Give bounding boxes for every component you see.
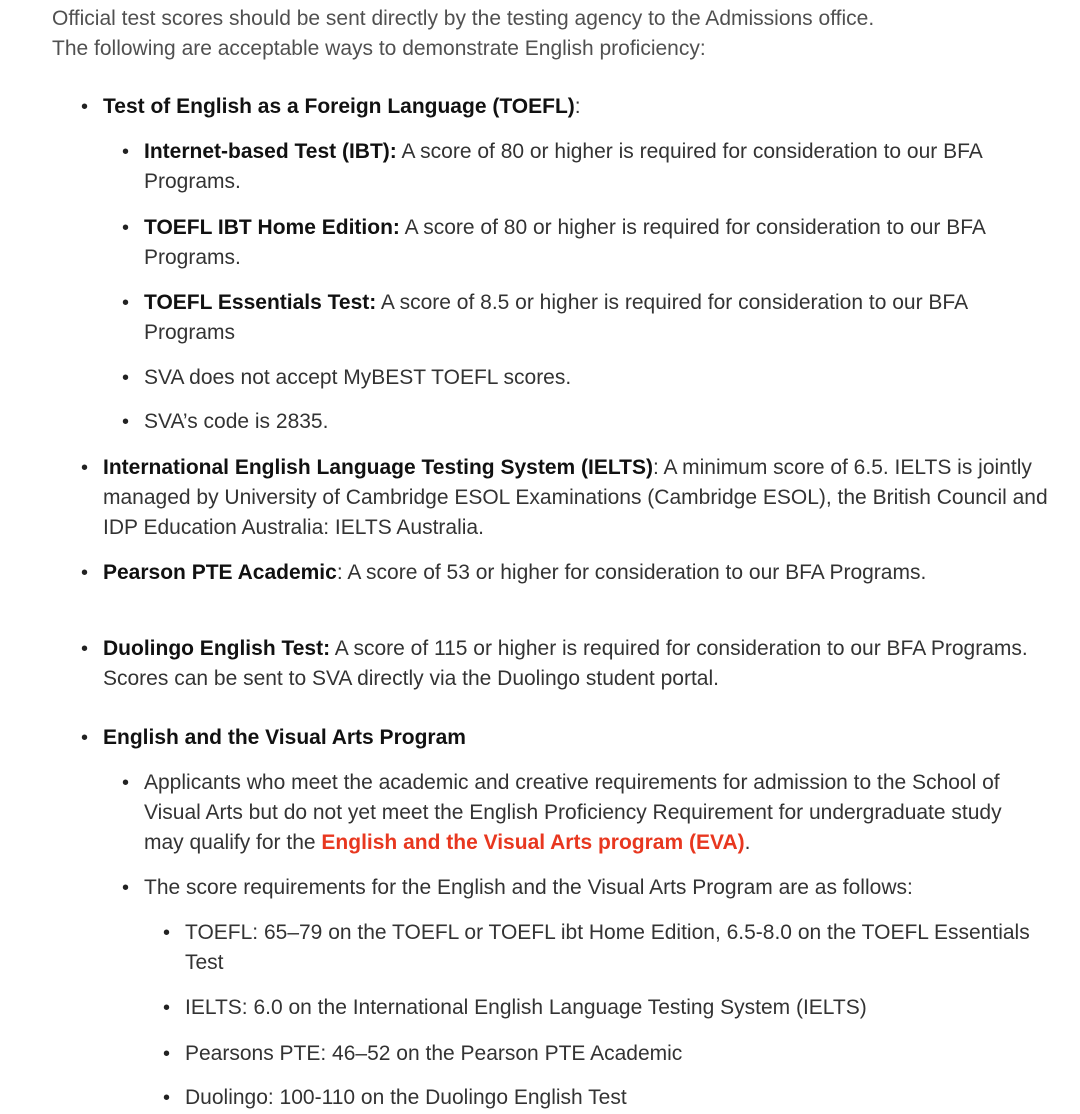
intro-paragraph: [52, 4, 1062, 64]
list-item-toefl-ibt: [122, 137, 1054, 197]
list-item-toefl: [81, 92, 1053, 122]
bullet: •: [81, 727, 89, 749]
bullet: •: [163, 1087, 171, 1109]
list-item-pte: [81, 558, 1053, 588]
list-item-eva-toefl: [163, 918, 1055, 978]
bullet: •: [122, 217, 130, 239]
toefl-ibt-label: Internet-based Test (IBT):: [144, 140, 397, 163]
intro-line-1: Official test scores should be sent directly by the testing agency to the Admissions office.: [52, 7, 875, 30]
eva-program-link[interactable]: English and the Visual Arts program (EVA): [321, 831, 745, 854]
duolingo-text: A score of 115 or higher is required for consideration to our BFA Programs. Scores can be sent to SVA directly via the Duolingo student portal.: [103, 637, 1028, 690]
list-item-eva: [81, 723, 1053, 753]
eva-ielts-text: IELTS: 6.0 on the International English Language Testing System (IELTS): [185, 996, 867, 1019]
eva-title: English and the Visual Arts Program: [103, 726, 466, 749]
ielts-label: International English Language Testing System (IELTS): [103, 456, 653, 479]
list-item-eva-ielts: [163, 993, 1055, 1023]
bullet: •: [122, 141, 130, 163]
eva-duolingo-text: Duolingo: 100-110 on the Duolingo English Test: [185, 1086, 627, 1109]
pte-label: Pearson PTE Academic: [103, 561, 337, 584]
ielts-text: : A minimum score of 6.5. IELTS is jointly managed by University of Cambridge ESOL Examinations (Cambridge ESOL), the British Council and IDP Education Australia: IELTS Australia.: [103, 456, 1048, 539]
bullet: •: [163, 922, 171, 944]
list-item-duolingo: [81, 634, 1053, 694]
toefl-home-text: A score of 80 or higher is required for consideration to our BFA Programs.: [144, 216, 985, 269]
bullet: •: [122, 877, 130, 899]
toefl-home-label: TOEFL IBT Home Edition:: [144, 216, 400, 239]
eva-applicants-text: Applicants who meet the academic and creative requirements for admission to the School of Visual Arts but do not yet meet the English Proficiency Requirement for undergraduate study may qualify for the: [144, 771, 1002, 854]
toefl-essentials-text: A score of 8.5 or higher is required for consideration to our BFA Programs: [144, 291, 967, 344]
intro-line-2: The following are acceptable ways to demonstrate English proficiency:: [52, 37, 706, 60]
bullet: •: [122, 367, 130, 389]
eva-scores-intro: The score requirements for the English and the Visual Arts Program are as follows:: [144, 876, 913, 899]
list-item-eva-scores: [122, 873, 1054, 903]
eva-applicants-end: .: [744, 831, 751, 854]
bullet: •: [81, 96, 89, 118]
toefl-code-text: SVA’s code is 2835.: [144, 410, 329, 433]
list-item-eva-pte: [163, 1039, 1055, 1069]
list-item-toefl-code: [122, 407, 1054, 437]
eva-pte-text: Pearsons PTE: 46–52 on the Pearson PTE Academic: [185, 1042, 683, 1065]
pte-text: : A score of 53 or higher for consideration to our BFA Programs.: [336, 561, 927, 584]
eva-toefl-text: TOEFL: 65–79 on the TOEFL or TOEFL ibt Home Edition, 6.5-8.0 on the TOEFL Essentials Test: [185, 921, 1030, 974]
toefl-mybest-text: SVA does not accept MyBEST TOEFL scores.: [144, 366, 572, 389]
list-item-eva-applicants: [122, 768, 1024, 858]
toefl-title: Test of English as a Foreign Language (TOEFL): [103, 95, 575, 118]
toefl-title-suffix: :: [574, 95, 581, 118]
bullet: •: [163, 997, 171, 1019]
list-item-toefl-home: [122, 213, 1054, 273]
list-item-ielts: [81, 453, 1053, 543]
list-item-toefl-essentials: [122, 288, 1054, 348]
list-item-toefl-mybest: [122, 363, 1054, 393]
toefl-ibt-text: A score of 80 or higher is required for consideration to our BFA Programs.: [144, 140, 982, 193]
bullet: •: [81, 457, 89, 479]
bullet: •: [122, 411, 130, 433]
bullet: •: [122, 292, 130, 314]
bullet: •: [81, 562, 89, 584]
bullet: •: [163, 1043, 171, 1065]
bullet: •: [81, 638, 89, 660]
toefl-essentials-label: TOEFL Essentials Test:: [144, 291, 377, 314]
list-item-eva-duolingo: [163, 1083, 1055, 1113]
duolingo-label: Duolingo English Test:: [103, 637, 331, 660]
bullet: •: [122, 772, 130, 794]
